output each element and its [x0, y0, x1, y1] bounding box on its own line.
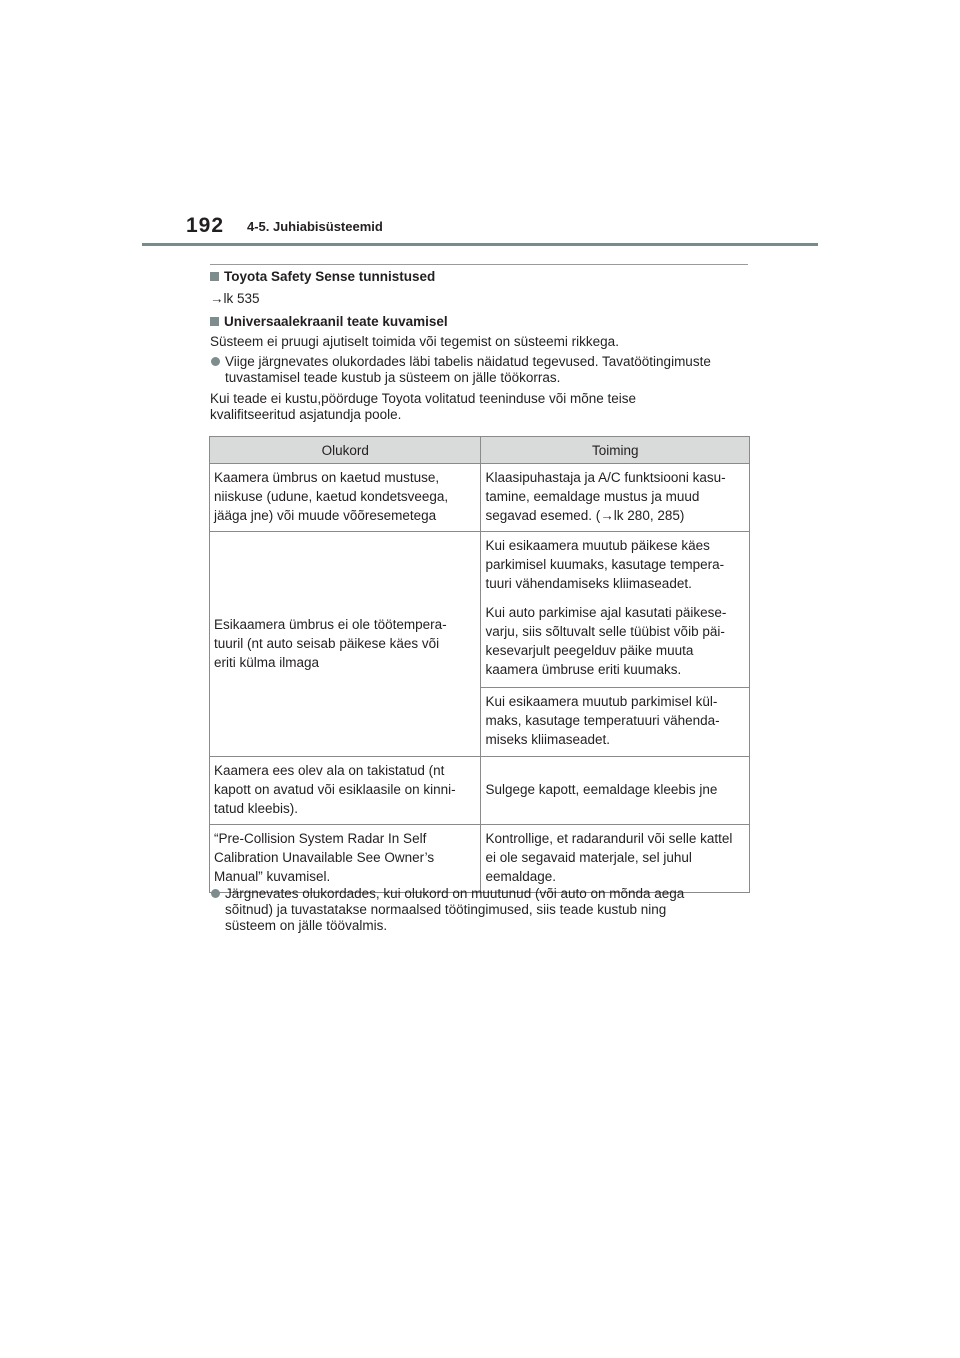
round-bullet-icon	[211, 889, 220, 898]
bullet-item: Järgnevates olukordades, kui olukord on muutunud (või auto on mõnda aega sõitnud) ja tuvastatakse normaalsed töötingimused, siis teade kustub ning süsteem on jälle töövalmis.	[210, 886, 750, 934]
header-action: Toiming	[481, 437, 750, 464]
intro-text: Süsteem ei pruugi ajutiselt toimida või tegemist on süsteemi rikkega.	[210, 334, 619, 349]
situation-action-table	[209, 436, 750, 893]
situation-cell: Kaamera ees olev ala on takistatud (nt kapott on avatud või esiklaasile on kinni- tatud kleebis).	[210, 757, 481, 825]
situation-cell: “Pre-Collision System Radar In Self Calibration Unavailable See Owner’s Manual” kuvamisel.	[210, 825, 481, 893]
table-row	[210, 532, 750, 757]
situation-cell: Esikaamera ümbrus ei ole töötempera- tuuril (nt auto seisab päikese käes või eriti külma ilmaga	[210, 532, 481, 757]
section-multi-display-message	[210, 314, 750, 423]
action-subcell: Kui auto parkimise ajal kasutati päikese- varju, siis sõltuvalt selle tüübist võib päi- kesevarjult peegelduv päike muuta kaamera ümbruse eriti kuumaks.	[485, 605, 727, 677]
square-bullet-icon	[210, 272, 219, 281]
square-bullet-icon	[210, 317, 219, 326]
table-row	[210, 757, 750, 825]
situation-cell: Kaamera ümbrus on kaetud mustuse, niiskuse (udune, kaetud kondetsveega, jääga jne) või muude võõresemetega	[210, 464, 481, 532]
table-row	[210, 464, 750, 532]
action-cell-group	[481, 532, 750, 757]
page-number: 192	[186, 214, 225, 237]
multi-display-heading: Universaalekraanil teate kuvamisel	[210, 314, 750, 330]
header-situation: Olukord	[210, 437, 481, 464]
table-header-row	[210, 437, 750, 464]
section-safety-sense	[210, 269, 750, 307]
action-subcell: Kui esikaamera muutub parkimisel kül- maks, kasutage temperatuuri vähenda- miseks kliimaseadet.	[481, 687, 749, 756]
round-bullet-icon	[211, 357, 220, 366]
action-subcell: Kui esikaamera muutub päikese käes parkimisel kuumaks, kasutage tempera- tuuri vähendamiseks kliimaseadet.	[485, 538, 725, 591]
content-divider	[210, 264, 748, 265]
table-row	[210, 825, 750, 893]
safety-sense-heading: Toyota Safety Sense tunnistused	[210, 269, 750, 285]
section-title: 4-5. Juhiabisüsteemid	[247, 219, 383, 234]
action-cell: Klaasipuhastaja ja A/C funktsiooni kasu- tamine, eemaldage mustus ja muud segavad esemed. (→lk 280, 285)	[481, 464, 750, 532]
header-divider	[142, 243, 818, 246]
action-cell: Sulgege kapott, eemaldage kleebis jne	[481, 757, 750, 825]
action-cell: Kontrollige, et radaranduril või selle kattel ei ole segavaid materjale, sel juhul eemaldage.	[481, 825, 750, 893]
bullet-item: Viige järgnevates olukordades läbi tabelis näidatud tegevused. Tavatöötingimuste tuvastamisel teade kustub ja süsteem on jälle töökorras.	[210, 354, 750, 386]
contact-dealer-text: Kui teade ei kustu,pöörduge Toyota volitatud teeninduse või mõne teise kvalifitseeritud asjatundja poole.	[210, 391, 637, 422]
page-reference: →lk 535	[210, 291, 260, 306]
